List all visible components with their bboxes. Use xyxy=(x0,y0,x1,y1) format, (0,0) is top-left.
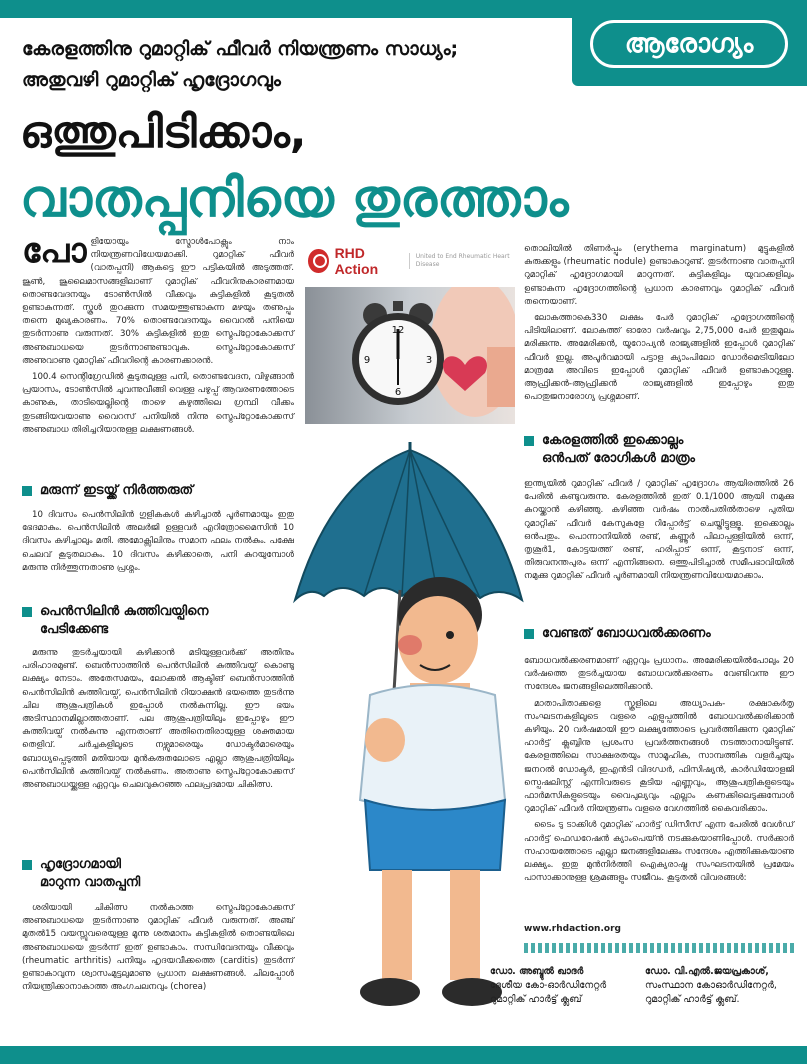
website-link[interactable]: www.rhdaction.org xyxy=(524,924,621,934)
signature-1-role-2: റുമാറ്റിക് ഹാർട്ട് ക്ലബ് xyxy=(490,994,582,1005)
headline-line-2: വാതപ്പനിയെ തുരത്താം xyxy=(20,169,569,229)
bullet-square-icon xyxy=(524,436,534,446)
right-column-kerala xyxy=(524,478,794,587)
right-paragraph-6: ടൈം ടു ടാക്കിൾ റുമാറ്റിക് ഹാർട്ട് ഡിസീസ് എന്ന പേരിൽ വേൾഡ് ഹാർട്ട് ഫെഡറേഷൻ ക്യാംപെയ്ൻ നടക്കുകയാണിപ്പോൾ. സർക്കാർ സഹായത്തോടെ എല്ലാ ജനങ്ങളിലേക്കും സന്ദേശം എത്തിക്കുകയാണു ലക്ഷ്യം. ഇതു മുൻനിർത്തി ഐക്യരാഷ്ട്ര സംഘടനയിൽ പ്രമേയം പാസാക്കാനുള്ള ശ്രമങ്ങളും സജീവം. കൂടുതൽ വിവരങ്ങൾ: xyxy=(524,820,794,884)
svg-text:6: 6 xyxy=(394,387,402,398)
svg-text:9: 9 xyxy=(363,355,371,366)
signature-1-name: ഡോ. അബ്ദുൽ ഖാദർ xyxy=(490,966,584,977)
section-label: ആരോഗ്യം xyxy=(590,20,788,68)
signature-2-name: ഡോ. വി.എൽ.ജയപ്രകാശ്, xyxy=(645,966,769,977)
right-paragraph-2: ലോകത്താകെ330 ലക്ഷം പേർ റുമാറ്റിക് ഹൃദ്രോഗത്തിന്റെ പിടിയിലാണ്. ലോകത്ത് ഓരോ വർഷവും 2,75,000 പേർ ഇതുമൂലം മരിക്കുന്നു. അമേരിക്കൻ, യൂറോപ്യൻ രാജ്യങ്ങളിൽ ഇപ്പോൾ റുമാറ്റിക് ഫീവർ ഇല്ല. അപൂർവമായി പട്ടാള ക്യാംപിലോ ഡോർമെട്രിയിലോ മാത്രമേ അവിടെ ഇപ്പോൾ റുമാറ്റിക് ഫീവർ ഉണ്ടാകാറുള്ളൂ. ആഫ്രിക്കൻ-ആഫ്രിക്കൻ രാജ്യങ്ങളിൽ ഇപ്പോഴും ഇതു പൊതുജനാരോഗ്യ പ്രശ്നമാണ്. xyxy=(524,313,794,403)
right-column-intro xyxy=(524,243,794,407)
signature-2 xyxy=(645,965,805,1007)
svg-text:12: 12 xyxy=(391,325,405,336)
bullet-square-icon xyxy=(524,629,534,639)
left-column-medicine xyxy=(22,509,294,578)
section-tab xyxy=(572,0,807,86)
right-paragraph-3: ഇന്ത്യയിൽ റുമാറ്റിക് ഫീവർ / റുമാറ്റിക് ഹൃദ്രോഗം ആയിരത്തിൽ 26 പേരിൽ കണ്ടുവരുന്നു. കേരളത്തിൽ ഇത് 0.1/1000 ആയി നമുക്കു കുറയ്ക്കാൻ കഴിഞ്ഞു. കഴിഞ്ഞ വർഷം നാൽപതിൽതാഴെ പുതിയ റുമാറ്റിക് ഫീവർ കേസുകളേ റിപ്പോർട്ട് ചെയ്തിട്ടുള്ളൂ. ഇക്കൊല്ലം ഒൻപതും. പൊന്നാനിയിൽ രണ്ട്, കണ്ണൂർ പിലാപ്പള്ളിയിൽ ഒന്ന്, തൃശൂർ1, കോട്ടയത്ത് രണ്ട്, ഹരിപ്പാട് ഒന്ന്, കൂട്ടനാട് ഒന്ന്, തിരുവനന്തപുരം ഒന്ന് എന്നിങ്ങനെ. ഒത്തുപിടിച്ചാൽ സമീപഭാവിയിൽ നമുക്കു റുമാറ്റിക് ഫീവർ പൂർണമായി നിയന്ത്രണവിധേയമാക്കാം. xyxy=(524,479,794,582)
man-with-umbrella-illustration xyxy=(290,440,525,1015)
subhead-awareness: വേണ്ടത് ബോധവൽക്കരണം xyxy=(524,625,794,643)
logo-tagline: United to End Rheumatic Heart Disease xyxy=(409,253,518,269)
rhd-action-logo xyxy=(308,244,518,278)
globe-icon xyxy=(308,249,329,273)
right-paragraph-1: തൊലിയിൽ തിണർപ്പും (erythema marginatum) മുട്ടുകളിൽ കുരുക്കളും (rheumatic nodule) ഉണ്ടാകാറുണ്ട്. തുടർന്നാണു വാതപ്പനി റുമാറ്റിക് ഹൃദ്രോഗമായി മാറുന്നത്. കുട്ടികളിലും യുവാക്കളിലും ഉണ്ടാകുന്ന ഹൃദ്രോഗത്തിന്റെ പ്രധാന കാരണവും റുമാറ്റിക് ഫീവർ തന്നെയാണ്. xyxy=(524,244,794,307)
svg-text:3: 3 xyxy=(425,355,433,366)
kicker-line-2: അതുവഴി റുമാറ്റിക് ഹൃദ്രോഗവും xyxy=(22,69,281,91)
alarm-clock-illustration xyxy=(305,287,515,424)
left-column-heart xyxy=(22,902,294,997)
left-paragraph-3: 10 ദിവസം പെൻസിലിൻ ഗുളികകൾ കഴിച്ചാൽ പൂർണമായും ഇതു ഭേദമാകും. പെൻസിലിൻ അലർജി ഉള്ളവർ എറിത്രോമൈസിൻ 10 ദിവസം കഴിച്ചാലും മതി. അമോക്സിലിനും സമാന ഫലം നൽകും. പക്ഷേ ചെലവ് കൂടുതലാകും. 10 ദിവസം കഴിക്കാതെ, പനി കുറയുമ്പോൾ മരുന്നു നിർത്തുന്നതാണു പ്രശ്നം. xyxy=(22,510,294,573)
signature-2-role-2: റുമാറ്റിക് ഹാർട്ട് ക്ലബ്. xyxy=(645,994,740,1005)
bullet-square-icon xyxy=(22,486,32,496)
subhead-heart-disease: ഹൃദ്രോഗമായി മാറുന്ന വാതപ്പനി xyxy=(22,856,294,892)
headline-line-1: ഒത്തുപിടിക്കാം, xyxy=(20,107,307,158)
bullet-square-icon xyxy=(22,607,32,617)
right-paragraph-4: ബോധവൽക്കരണമാണ് ഏറ്റവും പ്രധാനം. അമേരിക്കയിൽപോലും 20 വർഷത്തെ തുടർച്ചയായ ബോധവൽക്കരണം വേണ്ടിവന്നു ഈ സന്ദേശം ജനങ്ങളിലെത്തിക്കാൻ. xyxy=(524,656,794,693)
signature-1-role-1: ദേശീയ കോ-ഓർഡിനേറ്റർ xyxy=(490,980,607,991)
kicker-line-1: കേരളത്തിനു റുമാറ്റിക് ഫീവർ നിയന്ത്രണം സാധ്യം; xyxy=(22,38,459,60)
logo-name: RHD Action xyxy=(334,245,379,277)
subhead-medicine: മരുന്ന് ഇടയ്ക്ക് നിർത്തരുത് xyxy=(22,482,294,500)
left-column-penicillin xyxy=(22,647,294,795)
left-paragraph-4: മരുന്നു തുടർച്ചയായി കഴിക്കാൻ മടിയുള്ളവർക്ക് അതിനും പരിഹാരമുണ്ട്. ബെൻസാത്തിൻ പെൻസിലിൻ കുത്തിവയ്പ് കൊണ്ടു ലക്ഷ്യം നേടാം. അതേസമയം, ലോക്കൽ ആക്ടിങ് ബെൻസാത്തിൻ പെൻസിലിൻ കുത്തിവയ്പ്, പെൻസിലിൻ റിയാക്ഷൻ ഭയത്തെ തുടർന്നു ചില ആശുപത്രികൾ ഇപ്പോൾ നൽകുന്നില്ല. ഈ ഭയം അടിസ്ഥാനമില്ലാത്തതാണ്. പല ആശുപത്രിയിലും ഇപ്പോഴും ഈ കുത്തിവയ്പ് നൽകുന്നു എന്നതാണ് അതിനെതിരായുള്ള ശക്തമായ തെളിവ്. ചർച്ചകളിലൂടെ നഴ്സുമാരെയും ഡോക്ടർമാരെയും ബോധ്യപ്പെടുത്തി മതിയായ മുൻകരുതലോടെ എല്ലാ ആശുപത്രിയിലും പെൻസിലിൻ കുത്തിവയ്പ് നൽകണം. അതാണു സ്ട്രെപ്റ്റോകോക്കസ് അണുബാധയ്ക്കുള്ള ഏറ്റവും ചെലവുകുറഞ്ഞ ഫലപ്രദമായ ചികിത്സ. xyxy=(22,648,294,791)
subhead-kerala: കേരളത്തിൽ ഇക്കൊല്ലം ഒൻപത് രോഗികൾ മാത്രം xyxy=(524,432,794,468)
subhead-penicillin: പെൻസിലിൻ കുത്തിവയ്പിനെ പേടിക്കേണ്ട xyxy=(22,603,294,639)
right-column-awareness xyxy=(524,655,794,888)
bottom-color-bar xyxy=(0,1046,807,1064)
left-paragraph-5: ശരിയായി ചികിത്സ നൽകാത്ത സ്ട്രെപ്റ്റോകോക്കസ് അണുബാധയെ തുടർന്നാണു റുമാറ്റിക് ഫീവർ വരുന്നത്. അഞ്ച് മുതൽ15 വയസ്സുവരെയുള്ള മൂന്നു ശതമാനം കുട്ടികളിൽ തൊണ്ടയിലെ അണുബാധയെ തുടർന്ന് ഇത് ഉണ്ടാകാം. സന്ധിവേദനയും വീക്കവും (rheumatic arthritis) പനിയും ഹൃദയവീക്കത്തെ (carditis) തുടർന്ന് ഉണ്ടാകാവുന്ന ശ്വാസംമുട്ടലുമാണു പ്രധാന ലക്ഷണങ്ങൾ. ചിലപ്പോൾ നിയന്ത്രിക്കാനാകാത്ത അംഗചലനവും (chorea) xyxy=(22,903,294,993)
clock-heart-photo xyxy=(305,287,515,424)
bullet-square-icon xyxy=(22,860,32,870)
left-column-intro xyxy=(22,231,294,440)
right-paragraph-5: മാതാപിതാക്കളെ സ്കൂളിലെ അധ്യാപക- രക്ഷാകർതൃ സംഘടനകളിലൂടെ വളരെ എളുപ്പത്തിൽ ബോധവൽക്കരിക്കാൻ കഴിയും. 20 വർഷമായി ഈ ലക്ഷ്യത്തോടെ പ്രവർത്തിക്കുന്ന റുമാറ്റിക് ഹാർട്ട് ക്ലബ്ബിനു പ്രശംസ പ്രവർത്തനങ്ങൾ നടത്താനായിട്ടുണ്ട്. കേരളത്തിലെ സാക്ഷരതയും സാമൂഹിക, സാമ്പത്തിക വളർച്ചയും ജനറൽ ഡോക്ടർ, ഇഎൻടി വിദഗ്ധർ, ഫിസിഷ്യൻ, കാർഡിയോളജി സ്പെഷലിസ്റ്റ് എന്നിവരുടെ കൂടിയ എണ്ണവും, ആശുപത്രികളുടെയും ഫാർമസികളുടെയും വൈപുല്യവും എല്ലാം കണക്കിലെടുക്കുമ്പോൾ റുമാറ്റിക് ഫീവർ നിയന്ത്രണം വളരെ വേഗത്തിൽ കൈവരിക്കാം. xyxy=(524,698,794,815)
kicker xyxy=(22,34,562,96)
left-paragraph-2: 100.4 സെന്റിഗ്രേഡിൽ കൂടുതലുള്ള പനി, തൊണ്ടവേദന, വിഴുങ്ങാൻ പ്രയാസം, ടോൺസിൽ ചുവന്നുവീങ്ങി വെള്ള പഴുപ്പ് ആവരണത്തോടെ കാണുക, താടിയെല്ലിന്റെ താഴെ കഴുത്തിലെ ഗ്രന്ഥി വീക്കം തുടങ്ങിയവയാണു വൈറസ് പനിയിൽ നിന്നു സ്ട്രെപ്റ്റോകോക്കസ് അണുബാധ തിരിച്ചറിയാനുള്ള ലക്ഷണങ്ങൾ. xyxy=(22,372,294,435)
signature-2-role-1: സംസ്ഥാന കോഓർഡിനേറ്റർ, xyxy=(645,980,777,991)
left-paragraph-1: ളിയോയും സ്മോൾപോക്സും നാം നിയന്ത്രണവിധേയമാക്കി. റുമാറ്റിക് ഫീവർ (വാതപ്പനി) ആകട്ടെ ഈ പട്ടികയിൽ അടുത്തത്. ജൂൺ, ജൂലൈമാസങ്ങളിലാണ് റുമാറ്റിക് ഫീവറിനുകാരണമായ തൊണ്ടവേദനയും ടോൺസിൽ വീക്കവും കുട്ടികളിൽ കൂടുതൽ ഉണ്ടാകുന്നത്. സ്കൂൾ തുറക്കുന്ന സമയത്തുണ്ടാകുന്ന മഴയും തണുപ്പും തന്നെ മുഖ്യകാരണം. 70% തൊണ്ടവേദനയും വൈറൽ പനിയെ തുടർന്നാണു വരുന്നത്. 30% കുട്ടികളിൽ ഇതു സ്ട്രെപ്റ്റോകോക്കസ് അണുബാധയെ തുടർന്നാണുണ്ടാവുക. സ്ട്രെപ്റ്റോകോക്കസ് അണുവാണു റുമാറ്റിക് ഫീവറിന്റെ കാരണക്കാരൻ. xyxy=(22,237,294,366)
dotted-divider xyxy=(524,943,794,953)
dropcap: പോ xyxy=(22,231,87,271)
signature-1 xyxy=(490,965,640,1007)
